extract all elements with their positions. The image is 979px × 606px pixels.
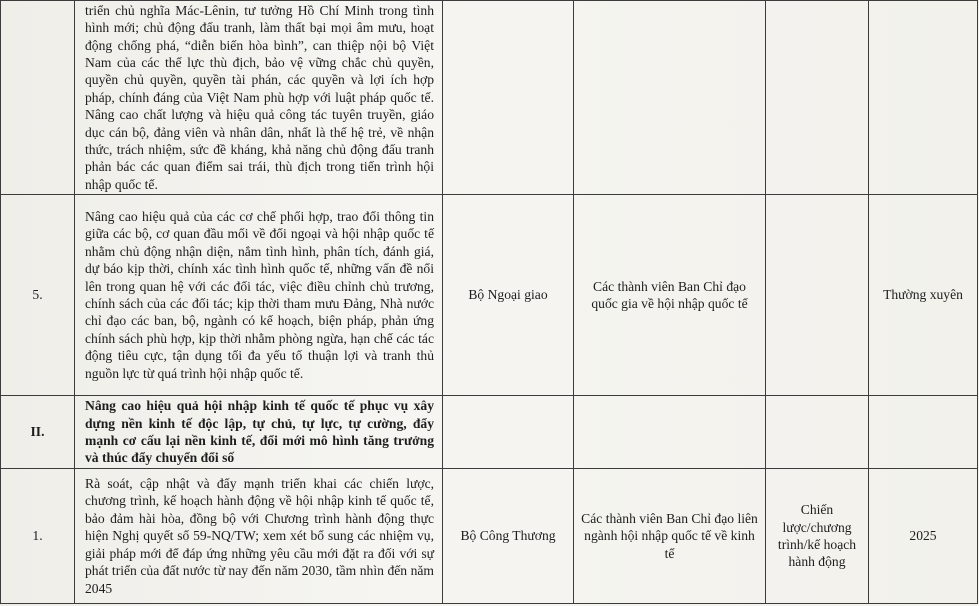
coordinating-agency: Các thành viên Ban Chỉ đạo quốc gia về hội nhập quốc tế [574,195,766,396]
task-content: triển chủ nghĩa Mác-Lênin, tư tưởng Hồ Chí Minh trong tình hình mới; chủ động đấu tranh, làm thất bại mọi âm mưu, hoạt động chống phá, “diễn biến hòa bình”, can thiệp nội bộ Việt Nam của các thế lực thù địch, bảo vệ vững chắc chủ quyền, quyền chủ quyền, quyền tài phán, các quyền và lợi ích hợp pháp, chính đáng của Việt Nam phù hợp với luật pháp quốc tế. Nâng cao chất lượng và hiệu quả công tác tuyên truyền, giáo dục cán bộ, đảng viên và nhân dân, nhất là thế hệ trẻ, về nhận thức, trách nhiệm, sức đề kháng, khả năng chủ động đấu tranh phản bác các quan điểm sai trái, thù địch trong tiến trình hội nhập quốc tế. [75,1,443,195]
lead-agency [443,1,574,195]
output-product [766,195,869,396]
lead-agency: Bộ Ngoại giao [443,195,574,396]
row-number: 5. [1,195,75,396]
lead-agency [443,396,574,469]
section-header-row [1,396,978,469]
table-row [1,469,978,604]
table-row [1,1,978,195]
table-row [1,195,978,396]
output-product [766,1,869,195]
output-product: Chiến lược/chương trình/kế hoạch hành động [766,469,869,604]
output-product [766,396,869,469]
lead-agency: Bộ Công Thương [443,469,574,604]
task-content: Nâng cao hiệu quả của các cơ chế phối hợp, trao đổi thông tin giữa các bộ, cơ quan đầu mối về đối ngoại và hội nhập quốc tế nhằm chủ động nhận diện, nắm tình hình, phân tích, đánh giá, dự báo kịp thời, chính xác tình hình quốc tế, những vấn đề nổi lên trong quan hệ với các đối tác, việc điều chỉnh chủ trương, chính sách của các đối tác; kịp thời tham mưu Đảng, Nhà nước chỉ đạo các ban, bộ, ngành có kế hoạch, biện pháp, phản ứng chính sách phù hợp, kịp thời nhằm phòng ngừa, hạn chế các tác động tiêu cực, tận dụng tối đa yếu tố thuận lợi và tranh thủ nguồn lực từ quá trình hội nhập quốc tế. [75,195,443,396]
coordinating-agency [574,1,766,195]
task-content: Rà soát, cập nhật và đẩy mạnh triển khai các chiến lược, chương trình, kế hoạch hành động về hội nhập kinh tế quốc tế, bảo đảm hài hòa, đồng bộ với Chương trình hành động thực hiện Nghị quyết số 59-NQ/TW; xem xét bổ sung các nhiệm vụ, giải pháp mới để đáp ứng những yêu cầu mới đặt ra đối với sự phát triển của đất nước từ nay đến năm 2030, tầm nhìn đến năm 2045 [75,469,443,604]
coordinating-agency: Các thành viên Ban Chỉ đạo liên ngành hội nhập quốc tế về kinh tế [574,469,766,604]
deadline: Thường xuyên [869,195,978,396]
deadline [869,1,978,195]
row-number [1,1,75,195]
deadline: 2025 [869,469,978,604]
coordinating-agency [574,396,766,469]
deadline [869,396,978,469]
section-number: II. [1,396,75,469]
section-title: Nâng cao hiệu quả hội nhập kinh tế quốc tế phục vụ xây dựng nền kinh tế độc lập, tự chủ, tự lực, tự cường, đẩy mạnh cơ cấu lại nền kinh tế, đổi mới mô hình tăng trưởng và thúc đẩy chuyển đổi số [75,396,443,469]
row-number: 1. [1,469,75,604]
